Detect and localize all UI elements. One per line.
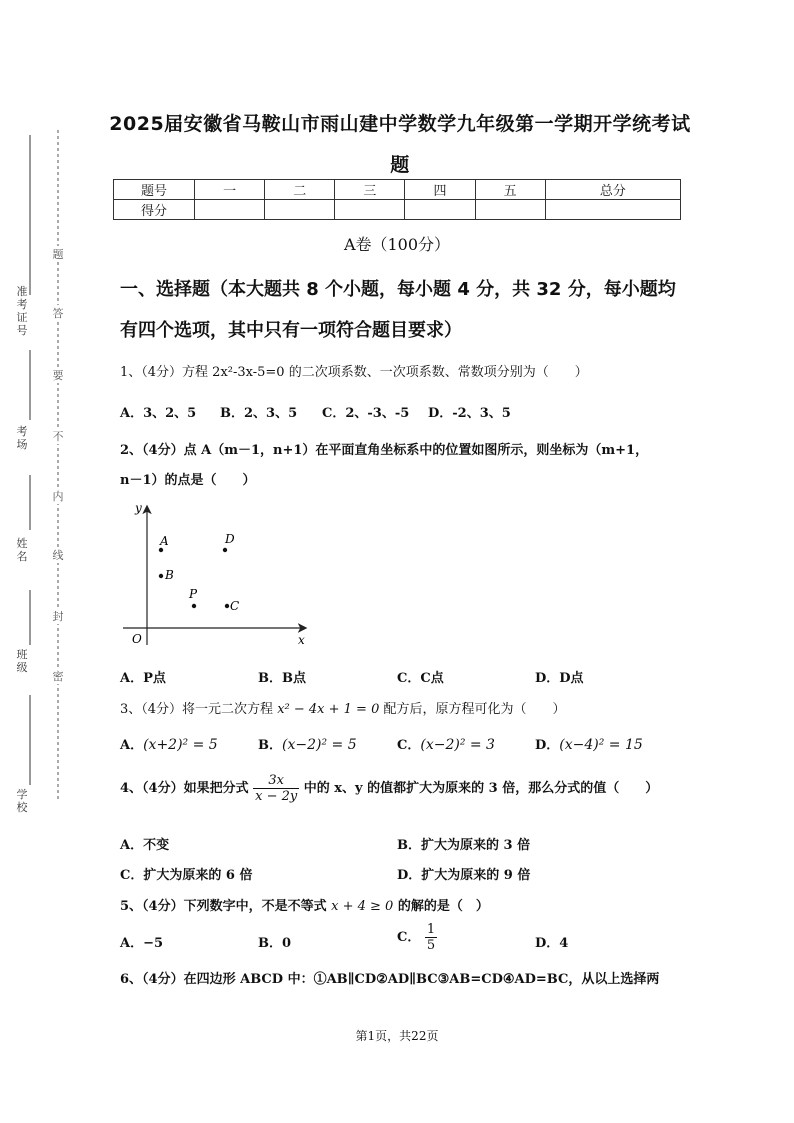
seal-char: 内 (52, 490, 64, 503)
score-table-header-cell: 二 (265, 180, 335, 200)
seal-char: 封 (52, 610, 64, 623)
page-title-continued: 题 (390, 154, 410, 176)
score-cell[interactable] (475, 200, 545, 220)
question-4-option-c: C．扩大为原来的 6 倍 (120, 868, 253, 883)
seal-char: 答 (52, 307, 64, 320)
part1-heading-continued: 有四个选项，其中只有一项符合题目要求） (120, 320, 462, 341)
point-d (223, 548, 227, 552)
sidebar-label-name: 姓名 (16, 537, 28, 563)
question-2-option-c: C．C点 (397, 671, 444, 686)
question-5-stem-prefix: 5、（4分）下列数字中，不是不等式 (120, 899, 327, 914)
question-4-fraction (253, 773, 299, 804)
question-3-stem-prefix: 3、（4分）将一元二次方程 (120, 702, 274, 717)
question-2-option-b: B．B点 (258, 671, 306, 686)
option-label: A． (120, 738, 144, 753)
score-table-header-cell: 五 (475, 180, 545, 200)
section-a-heading: A卷（100分） (343, 235, 451, 254)
sidebar-label-exam-room: 考场 (16, 425, 28, 451)
option-expression: (x−2)² = 5 (282, 737, 357, 753)
seal-char: 题 (52, 248, 64, 261)
option-expression: (x−2)² = 3 (420, 737, 495, 753)
score-cell[interactable] (545, 200, 680, 220)
question-5-option-c-fraction (425, 922, 437, 953)
score-table-row-label: 得分 (114, 200, 195, 220)
question-4-option-a: A．不变 (120, 838, 170, 853)
y-axis-label: y (135, 501, 142, 515)
point-p (192, 604, 196, 608)
score-cell[interactable] (335, 200, 405, 220)
question-5-stem-suffix: 的解的是（ ） (397, 899, 489, 914)
question-2-option-d: D．D点 (535, 671, 584, 686)
score-table-header-cell: 一 (195, 180, 265, 200)
page-footer: 第1页，共22页 (355, 1029, 439, 1043)
origin-label: O (132, 632, 142, 646)
score-cell[interactable] (195, 200, 265, 220)
question-3-option-c (397, 734, 495, 753)
question-6-stem: 6、（4分）在四边形 ABCD 中：①AB∥CD②AD∥BC③AB=CD④AD=BC，从以上选择两 (120, 972, 660, 987)
question-3-stem-suffix: 配方后，原方程可化为（ ） (383, 702, 566, 717)
question-1-option-d: D．-2、3、5 (428, 406, 511, 421)
page-title: 2025届安徽省马鞍山市雨山建中学数学九年级第一学期开学统考试 (109, 113, 691, 135)
question-5-stem (120, 895, 489, 914)
fraction-numerator: 3x (253, 773, 299, 789)
question-3-stem (120, 698, 566, 717)
score-cell[interactable] (405, 200, 475, 220)
point-p-label: P (189, 587, 198, 601)
question-5-option-d: D．4 (535, 936, 569, 951)
score-table-header-cell: 三 (335, 180, 405, 200)
seal-margin (0, 120, 80, 820)
question-3-option-d (535, 734, 643, 753)
fraction-denominator: 5 (426, 938, 436, 953)
option-label: C． (397, 738, 421, 753)
option-label: B． (258, 738, 282, 753)
point-b-label: B (165, 568, 174, 582)
score-table-header-cell: 题号 (114, 180, 195, 200)
question-4-stem (120, 773, 658, 804)
question-5-inequality: x + 4 ≥ 0 (331, 899, 394, 914)
question-5-option-b: B．0 (258, 936, 292, 951)
x-axis-label: x (298, 633, 305, 647)
question-3-option-b (258, 734, 357, 753)
seal-char: 密 (52, 670, 64, 683)
score-cell[interactable] (265, 200, 335, 220)
sidebar-label-school: 学校 (16, 788, 28, 814)
score-table-header-row (114, 180, 681, 200)
question-5-option-c (397, 922, 437, 953)
option-expression: (x+2)² = 5 (143, 737, 218, 753)
point-d-label: D (225, 532, 235, 546)
point-a-label: A (160, 534, 169, 548)
score-table (113, 179, 681, 220)
seal-char: 要 (52, 369, 64, 382)
score-table-header-cell: 四 (405, 180, 475, 200)
score-table-score-row (114, 200, 681, 220)
question-2-option-a: A．P点 (120, 671, 166, 686)
option-label: C． (397, 930, 421, 945)
seal-char: 线 (52, 549, 64, 562)
sidebar-label-class: 班级 (16, 648, 28, 674)
question-2-stem: 2、（4分）点 A（m－1，n+1）在平面直角坐标系中的位置如图所示，则坐标为（m+1， (120, 443, 649, 458)
question-1-stem: 1、（4分）方程 2x²-3x-5=0 的二次项系数、一次项系数、常数项分别为（ ） (120, 365, 588, 380)
question-3-option-a (120, 734, 218, 753)
question-3-equation: x² − 4x + 1 = 0 (277, 702, 380, 717)
question-1-option-a: A．3、2、5 (120, 406, 197, 421)
part1-heading: 一、选择题（本大题共 8 个小题，每小题 4 分，共 32 分，每小题均 (120, 279, 676, 300)
fraction-denominator: x − 2y (255, 789, 298, 804)
question-1-option-c: C．2、-3、-5 (322, 406, 410, 421)
point-a (159, 548, 163, 552)
seal-char: 不 (52, 430, 64, 443)
question-4-stem-prefix: 4、（4分）如果把分式 (120, 781, 249, 796)
question-4-option-b: B．扩大为原来的 3 倍 (397, 838, 531, 853)
question-4-option-d: D．扩大为原来的 9 倍 (397, 868, 531, 883)
option-label: D． (535, 738, 560, 753)
question-2-stem-continued: n－1）的点是（ ） (120, 473, 256, 488)
sidebar-label-exam-number: 准考证号 (16, 285, 28, 337)
score-table-header-cell: 总分 (545, 180, 680, 200)
question-2-coordinate-graph (115, 495, 315, 650)
question-1-option-b: B．2、3、5 (220, 406, 298, 421)
point-c-label: C (230, 599, 240, 613)
option-expression: (x−4)² = 15 (559, 737, 643, 753)
question-5-option-a: A．−5 (120, 936, 164, 951)
fraction-numerator: 1 (426, 922, 436, 937)
question-4-stem-suffix: 中的 x、y 的值都扩大为原来的 3 倍，那么分式的值（ ） (303, 781, 659, 796)
point-c (225, 604, 229, 608)
point-b (159, 574, 163, 578)
